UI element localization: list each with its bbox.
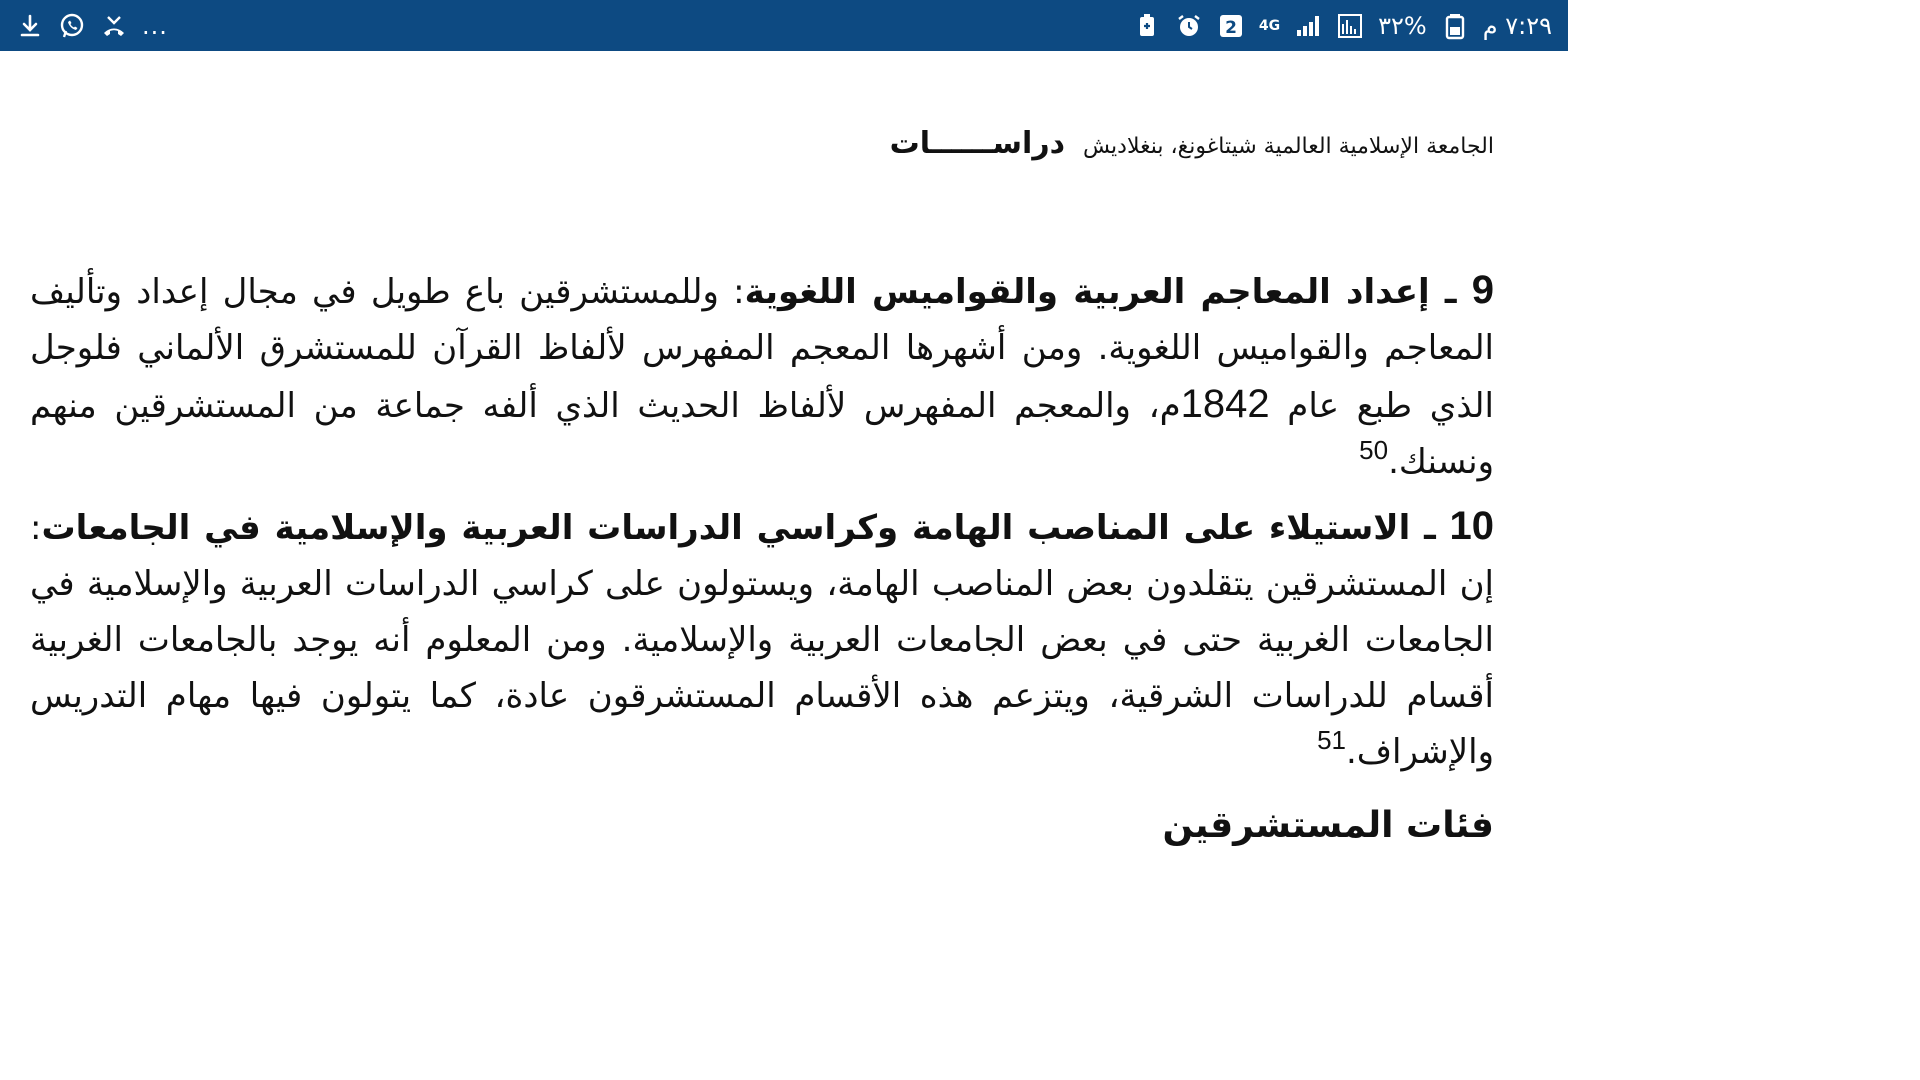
- heading-text: الاستيلاء على المناصب الهامة وكراسي الدراسات العربية والإسلامية في الجامعات: [41, 508, 1411, 548]
- paragraph-9: [30, 262, 1494, 490]
- footnote-ref[interactable]: 50: [1359, 435, 1389, 465]
- year-value: 1842: [1180, 382, 1270, 426]
- item-dash: ـ: [1410, 508, 1450, 548]
- notification-icon: [1133, 12, 1161, 40]
- missed-call-icon: [100, 12, 128, 40]
- journal-logo: دراســــــات: [889, 126, 1065, 161]
- item-number: 10: [1449, 504, 1494, 548]
- status-bar-left: [16, 0, 168, 51]
- journal-header: [890, 126, 1494, 161]
- document-body: [30, 262, 1494, 854]
- battery-percent: ٣٢%: [1378, 11, 1427, 40]
- section-subheading: فئات المستشرقين: [1162, 805, 1494, 846]
- heading-text: إعداد المعاجم العربية والقواميس اللغوية: [744, 272, 1430, 312]
- paragraph-text-continued: م، والمعجم المفهرس لألفاظ الحديث الذي ألفه جماعة من المستشرقين منهم ونسنك.: [30, 386, 1494, 482]
- more-dots-icon[interactable]: ...: [142, 11, 168, 40]
- network-type: 4G: [1258, 17, 1281, 34]
- footnote-ref[interactable]: 51: [1317, 725, 1346, 755]
- paragraph-text: وللمستشرقين باع طويل في مجال إعداد وتأليف المعاجم والقواميس اللغوية. ومن أشهرها المعجم المفهرس لألفاظ القرآن للمستشرق الألماني فلوجل الذي طبع عام: [30, 272, 1494, 426]
- heading-colon: :: [718, 272, 745, 312]
- item-number: 9: [1471, 268, 1494, 312]
- status-bar-right: [1133, 0, 1552, 51]
- item-dash: ـ: [1429, 272, 1472, 312]
- status-time: ٧:٢٩ م: [1482, 11, 1552, 40]
- paragraph-text: إن المستشرقين يتقلدون بعض المناصب الهامة، ويستولون على كراسي الدراسات العربية والإسلامية في الجامعات الغربية حتى في بعض الجامعات العربية والإسلامية. ومن المعلوم أنه يوجد بالجامعات الغربية أقسام للدراسات الشرقية، ويتزعم هذه الأقسام المستشرقون عادة، كما يتولون فيها مهام التدريس والإشراف.: [30, 564, 1494, 772]
- alarm-icon: [1175, 12, 1203, 40]
- sim-number: 2: [1224, 17, 1237, 38]
- sim-badge: [1217, 12, 1245, 40]
- institution-name: الجامعة الإسلامية العالمية شيتاغونغ، بنغلاديش: [1083, 134, 1494, 159]
- signal-icon: [1294, 12, 1322, 40]
- battery-icon: [1441, 12, 1469, 40]
- paragraph-heading: [41, 504, 1494, 548]
- paragraph-heading: [744, 268, 1494, 312]
- paragraph-10: [30, 498, 1494, 780]
- data-usage-icon: [1336, 12, 1364, 40]
- status-bar: [0, 0, 1568, 51]
- heading-colon: :: [30, 508, 42, 548]
- whatsapp-icon: [58, 12, 86, 40]
- download-icon: [16, 12, 44, 40]
